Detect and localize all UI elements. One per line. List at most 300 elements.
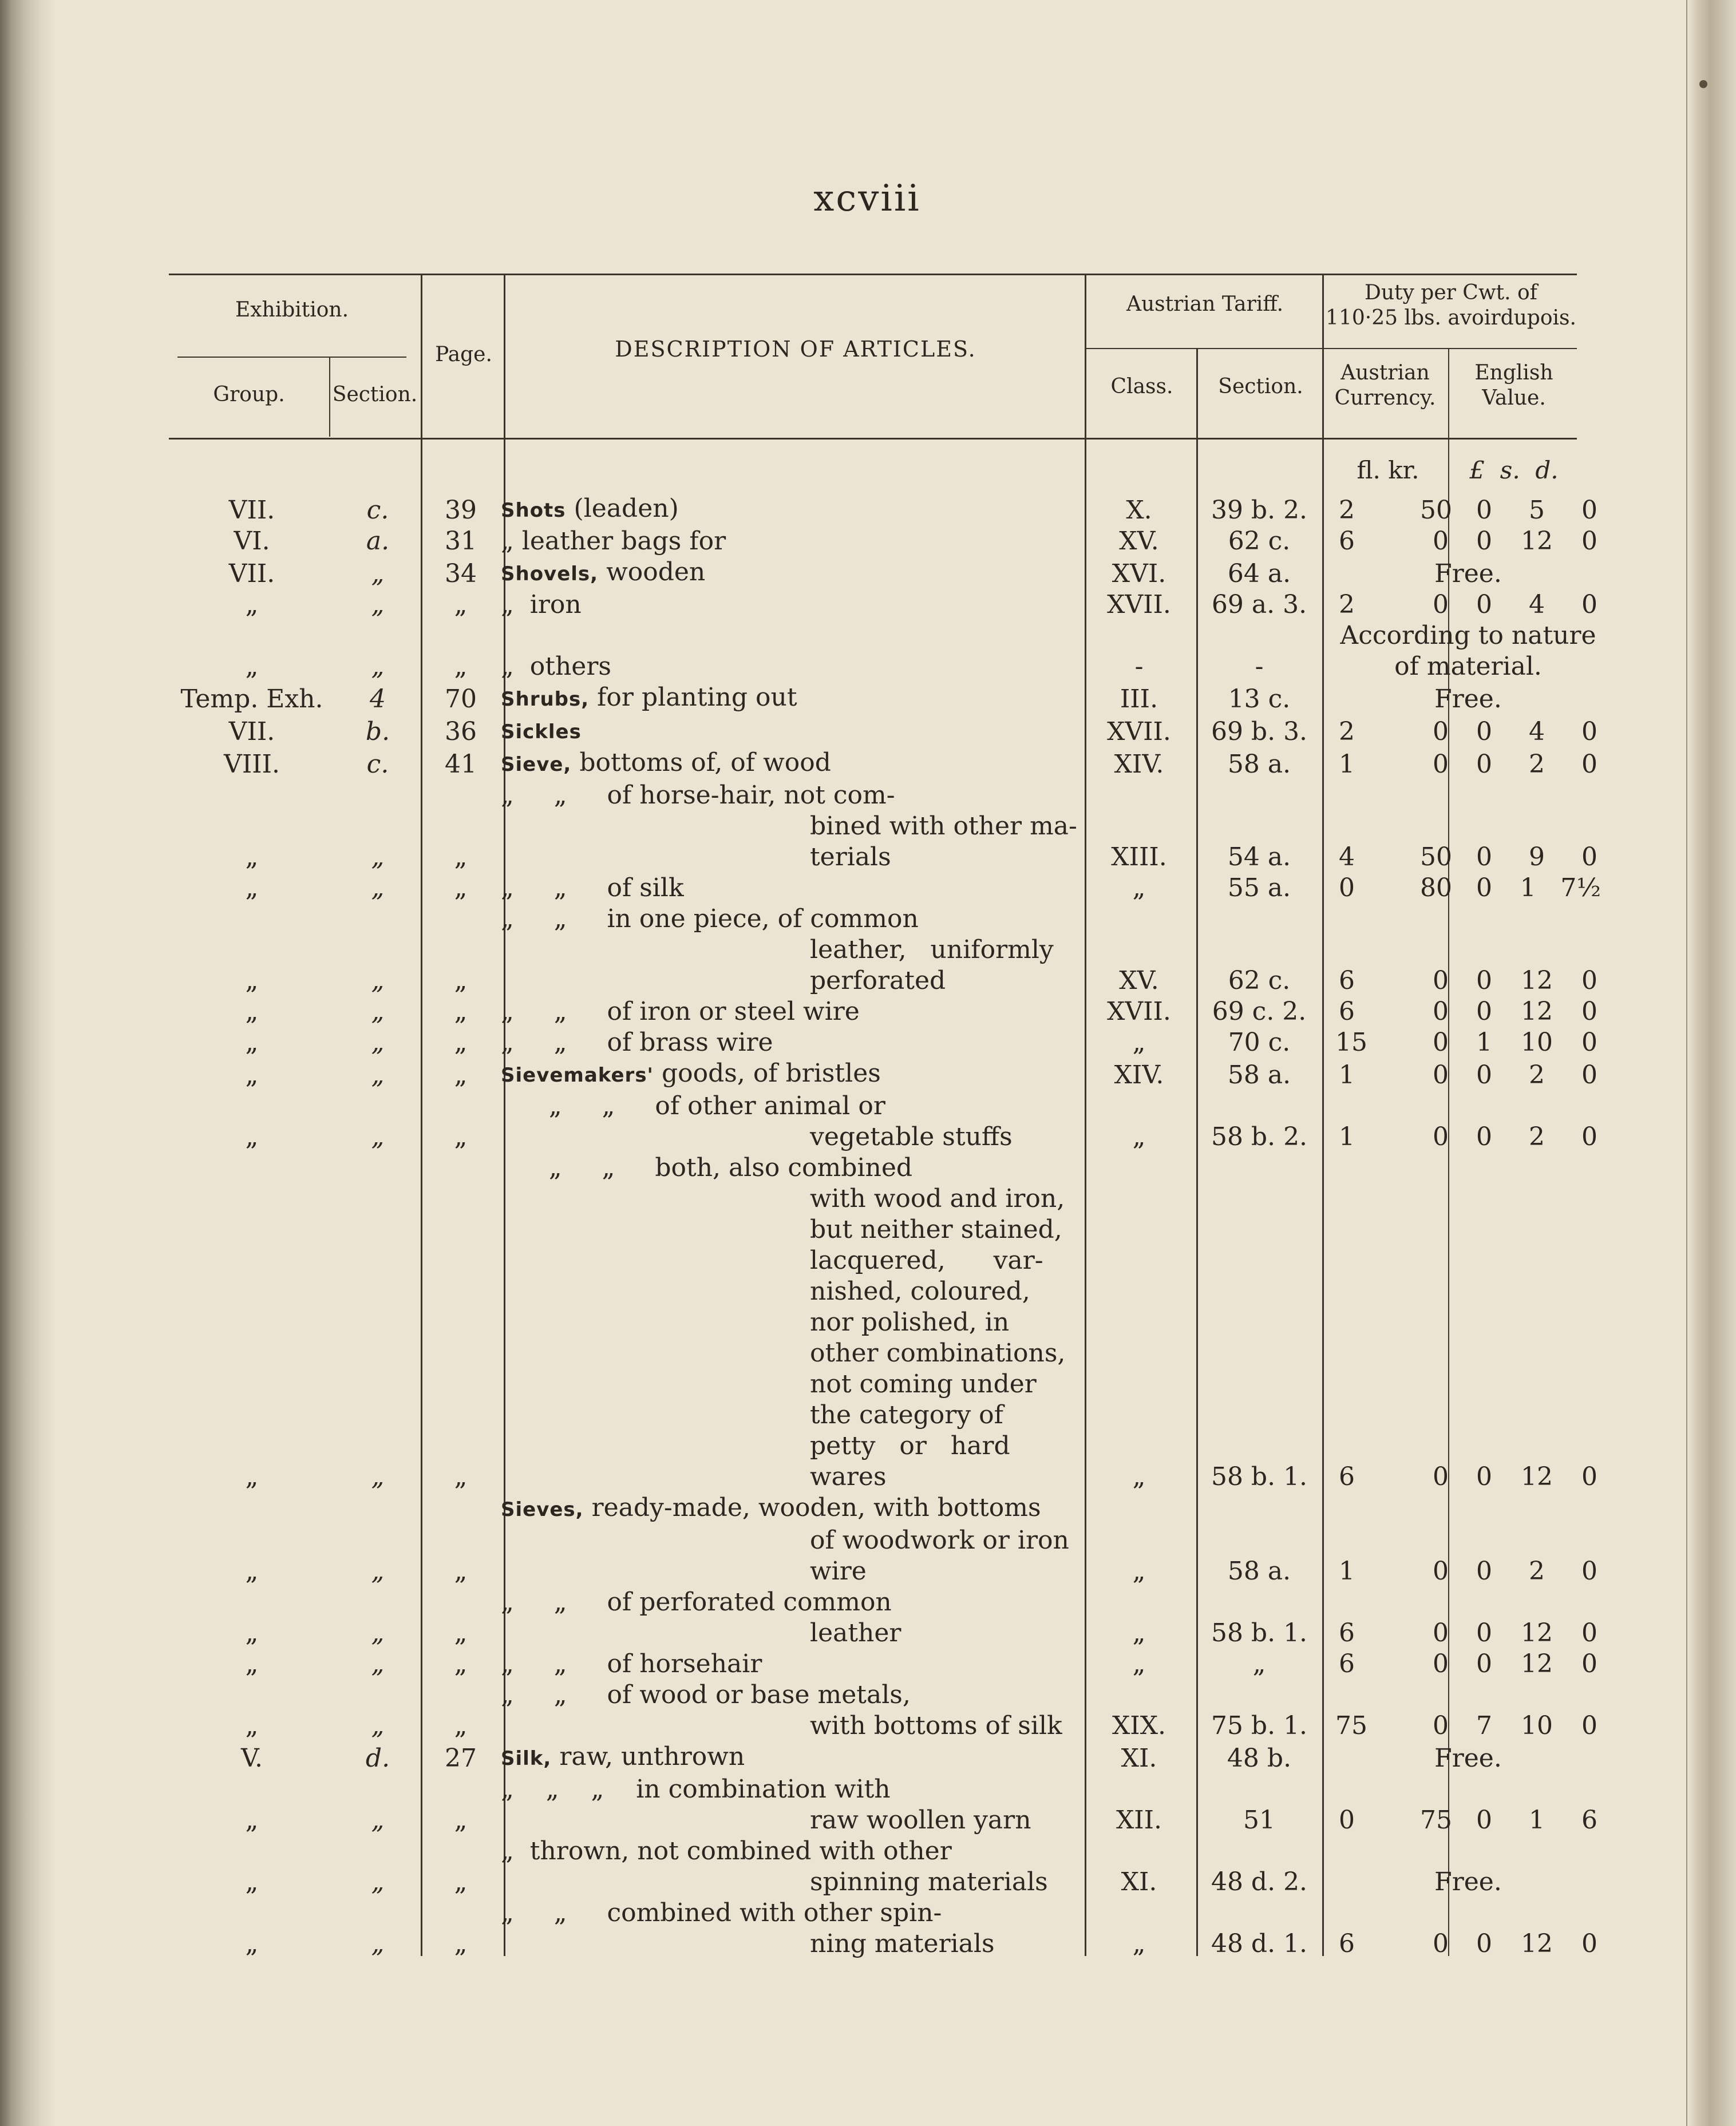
description-continuation: raw woollen yarn <box>810 1806 1031 1835</box>
page-cell: „ <box>454 1618 468 1648</box>
section-cell: a. <box>366 526 390 556</box>
group-cell: „ <box>245 997 259 1026</box>
header-section: Section. <box>332 383 418 406</box>
austrian-currency-cell <box>1325 589 1462 620</box>
header-austrian-currency: Austrian Currency. <box>1334 361 1436 410</box>
group-cell: „ <box>245 1618 259 1648</box>
english-value-cell <box>1462 715 1611 747</box>
page-cell: „ <box>454 1806 468 1835</box>
english-value-cell <box>1462 1898 1611 1959</box>
group-cell: „ <box>245 1711 259 1740</box>
pounds: 0 <box>1476 966 1492 995</box>
austrian-currency-cell <box>1325 1058 1462 1091</box>
article-description: goods, of bristles <box>653 1059 881 1088</box>
pounds: 0 <box>1476 842 1492 872</box>
tariff-class-cell: XVII. <box>1107 717 1171 746</box>
table-row <box>169 1898 1611 1959</box>
florins: 2 <box>1339 496 1355 525</box>
duty-note-cell: Free. <box>1434 1744 1502 1773</box>
description-cell <box>501 557 1085 589</box>
kreuzer: 0 <box>1433 997 1449 1026</box>
page-edge <box>1686 0 1736 2126</box>
table-row <box>169 1836 1611 1898</box>
section-cell: „ <box>371 966 385 995</box>
description-continuation: wire <box>810 1557 867 1586</box>
page-cell: „ <box>454 1028 468 1057</box>
tariff-section-cell: „ <box>1252 1649 1266 1678</box>
header-bottom-rule <box>169 438 1577 440</box>
table-row <box>169 904 1611 996</box>
section-cell: „ <box>371 873 385 902</box>
shillings: 4 <box>1529 590 1545 619</box>
table-row <box>169 1774 1611 1836</box>
description-continuation: nished, coloured, <box>810 1277 1030 1306</box>
description-cell <box>501 1680 1085 1741</box>
page-cell: 39 <box>445 496 477 525</box>
article-description: raw, unthrown <box>551 1742 745 1771</box>
english-value-cell <box>1462 1027 1611 1058</box>
tariff-section-cell: 75 b. 1. <box>1211 1711 1308 1740</box>
article-name: Sievemakers' <box>501 1064 654 1087</box>
shillings: 12 <box>1521 1649 1553 1678</box>
description-cell <box>501 1836 1085 1898</box>
shillings: 12 <box>1521 1929 1553 1958</box>
tariff-section-cell: 58 a. <box>1227 1557 1291 1586</box>
section-cell: „ <box>371 1060 385 1090</box>
group-cell: „ <box>245 1867 259 1897</box>
article-name: Shovels, <box>501 563 599 585</box>
tariff-section-cell: 54 a. <box>1227 842 1291 872</box>
pence: 0 <box>1581 717 1597 746</box>
description-cell <box>501 1587 1085 1649</box>
shillings: 4 <box>1529 717 1545 746</box>
table-row <box>169 526 1611 557</box>
description-continuation: with bottoms of silk <box>810 1711 1062 1740</box>
page-cell: „ <box>454 1867 468 1897</box>
units-austrian: fl. kr. <box>1357 456 1419 484</box>
florins: 1 <box>1339 1557 1355 1586</box>
group-cell: „ <box>245 1649 259 1678</box>
pence: 0 <box>1581 1557 1597 1586</box>
kreuzer: 0 <box>1433 590 1449 619</box>
pounds: 0 <box>1476 526 1492 556</box>
table-row <box>169 715 1611 747</box>
austrian-currency-cell <box>1325 526 1462 557</box>
english-value-cell <box>1462 996 1611 1027</box>
group-cell: VIII. <box>224 750 280 779</box>
article-description: „ „ of horse-hair, not com- <box>501 781 895 810</box>
page-cell: 41 <box>445 750 477 779</box>
pence: 0 <box>1581 997 1597 1026</box>
description-continuation: ning materials <box>810 1929 995 1958</box>
group-cell: „ <box>245 1806 259 1835</box>
pounds: 0 <box>1476 1618 1492 1648</box>
group-cell: VI. <box>234 526 270 556</box>
pounds: 0 <box>1476 1557 1492 1586</box>
pence: 6 <box>1581 1806 1597 1835</box>
austrian-currency-cell <box>1325 1027 1462 1058</box>
tariff-class-cell: XIV. <box>1114 750 1164 779</box>
pence: 0 <box>1581 1122 1597 1151</box>
table-row <box>169 1492 1611 1587</box>
header-exhibition: Exhibition. <box>235 298 349 322</box>
description-continuation: but neither stained, <box>810 1215 1062 1244</box>
description-cell <box>501 1774 1085 1836</box>
description-cell <box>501 780 1085 873</box>
florins: 2 <box>1339 590 1355 619</box>
shillings: 2 <box>1529 750 1545 779</box>
article-description: „ „ of other animal or <box>501 1091 885 1121</box>
english-value-cell <box>1462 1153 1611 1492</box>
table-row <box>169 1649 1611 1680</box>
group-cell: VII. <box>228 496 275 525</box>
page-cell: „ <box>454 652 468 681</box>
article-name: Sieve, <box>501 753 572 776</box>
group-cell: „ <box>245 1462 259 1491</box>
units-english: £ s. d. <box>1469 456 1559 484</box>
shillings: 12 <box>1521 526 1553 556</box>
section-cell: 4 <box>370 684 386 714</box>
section-cell: „ <box>371 1929 385 1958</box>
group-cell: „ <box>245 1929 259 1958</box>
description-continuation: other combinations, <box>810 1339 1066 1368</box>
austrian-currency-cell <box>1325 747 1462 780</box>
page-cell: 34 <box>445 559 477 588</box>
florins: 6 <box>1339 1929 1355 1958</box>
page-cell: „ <box>454 873 468 902</box>
tariff-section-cell: 69 c. 2. <box>1212 997 1307 1026</box>
austrian-currency-cell <box>1325 1091 1462 1153</box>
description-continuation: wares <box>810 1462 887 1491</box>
article-description: „ thrown, not combined with other <box>501 1836 952 1866</box>
header-tariff-class: Class. <box>1110 375 1173 398</box>
table-row <box>169 682 1611 715</box>
kreuzer: 0 <box>1433 1462 1449 1491</box>
kreuzer: 0 <box>1433 1028 1449 1057</box>
austrian-currency-cell <box>1325 873 1462 904</box>
english-value-cell <box>1462 904 1611 996</box>
florins: 6 <box>1339 997 1355 1026</box>
pounds: 0 <box>1476 590 1492 619</box>
table-row <box>169 1741 1611 1774</box>
tariff-class-cell: „ <box>1132 1618 1146 1648</box>
description-cell <box>501 904 1085 996</box>
description-continuation: with wood and iron, <box>810 1184 1065 1213</box>
group-cell: VII. <box>228 559 275 588</box>
page-cell: „ <box>454 966 468 995</box>
english-value-cell <box>1462 780 1611 873</box>
kreuzer: 80 <box>1420 873 1452 902</box>
english-value-cell <box>1462 873 1611 904</box>
header-duty: Duty per Cwt. of <box>1364 281 1537 304</box>
header-page: Page. <box>435 343 492 366</box>
pounds: 0 <box>1476 1122 1492 1151</box>
kreuzer: 0 <box>1433 1929 1449 1958</box>
shillings: 10 <box>1521 1711 1553 1740</box>
description-continuation: of woodwork or iron <box>810 1526 1069 1555</box>
shillings: 12 <box>1521 966 1553 995</box>
pence: 0 <box>1581 590 1597 619</box>
description-cell <box>501 1741 1085 1774</box>
table-row <box>169 557 1611 589</box>
table-row <box>169 589 1611 620</box>
article-description: „ „ of horsehair <box>501 1649 762 1678</box>
tariff-class-cell: XIX. <box>1112 1711 1166 1740</box>
duty-note-cell: Free. <box>1434 1867 1502 1897</box>
pounds: 0 <box>1476 1462 1492 1491</box>
header-tariff-section: Section. <box>1218 375 1303 398</box>
kreuzer: 0 <box>1433 1711 1449 1740</box>
article-description: ready-made, wooden, with bottoms <box>583 1493 1041 1522</box>
group-cell: „ <box>245 652 259 681</box>
table-row <box>169 747 1611 780</box>
section-cell: „ <box>371 1806 385 1835</box>
header-group: Group. <box>213 383 285 406</box>
tariff-class-cell: „ <box>1132 873 1146 902</box>
group-cell: „ <box>245 1122 259 1151</box>
group-cell: „ <box>245 1060 259 1090</box>
description-continuation: nor polished, in <box>810 1308 1010 1337</box>
article-description: „ „ of brass wire <box>501 1028 773 1057</box>
florins: 1 <box>1339 1060 1355 1090</box>
english-value-cell <box>1462 1587 1611 1649</box>
austrian-currency-cell <box>1325 715 1462 747</box>
shillings: 5 <box>1529 496 1545 525</box>
exhibition-sub-rule <box>177 357 406 358</box>
tariff-section-cell: 58 b. 2. <box>1211 1122 1308 1151</box>
tariff-class-cell: XVI. <box>1112 559 1166 588</box>
austrian-currency-cell <box>1325 996 1462 1027</box>
english-value-cell <box>1462 1649 1611 1680</box>
description-cell <box>501 526 1085 557</box>
article-name: Shrubs, <box>501 688 590 711</box>
tariff-section-cell: 62 c. <box>1228 526 1291 556</box>
header-english-value: English Value. <box>1474 361 1553 410</box>
group-cell: V. <box>240 1744 263 1773</box>
description-cell <box>501 1492 1085 1587</box>
article-name: Sickles <box>501 720 582 743</box>
austrian-currency-cell <box>1325 1153 1462 1492</box>
page-cell: „ <box>454 1060 468 1090</box>
tariff-sub-rule <box>1085 348 1577 349</box>
kreuzer: 50 <box>1420 842 1452 872</box>
table-row <box>169 873 1611 904</box>
description-continuation: leather, uniformly <box>810 935 1054 964</box>
page-cell: „ <box>454 1462 468 1491</box>
table-row <box>169 1587 1611 1649</box>
pounds: 0 <box>1476 873 1492 902</box>
page-cell: „ <box>454 590 468 619</box>
description-continuation: not coming under <box>810 1369 1037 1399</box>
page-number: xcviii <box>813 177 921 220</box>
article-description: „ others <box>501 652 611 681</box>
tariff-section-cell: - <box>1255 652 1264 681</box>
article-description: „ „ „ in combination with <box>501 1775 891 1804</box>
section-cell: d. <box>365 1744 390 1773</box>
pence: 0 <box>1581 1618 1597 1648</box>
article-description: (leaden) <box>566 494 679 523</box>
tariff-class-cell: „ <box>1132 1557 1146 1586</box>
table-row <box>169 1680 1611 1741</box>
tariff-class-cell: XIII. <box>1111 842 1167 872</box>
section-cell: „ <box>371 652 385 681</box>
description-cell <box>501 873 1085 904</box>
tariff-class-cell: XV. <box>1119 966 1159 995</box>
section-cell: „ <box>371 590 385 619</box>
table-body <box>169 493 1611 1959</box>
section-cell: „ <box>371 1028 385 1057</box>
tariff-class-cell: XII. <box>1116 1806 1162 1835</box>
kreuzer: 0 <box>1433 717 1449 746</box>
austrian-currency-cell <box>1325 1587 1462 1649</box>
group-cell: Temp. Exh. <box>180 684 323 714</box>
tariff-section-cell: 64 a. <box>1227 559 1291 588</box>
austrian-currency-cell <box>1325 1492 1462 1587</box>
article-description: „ „ of perforated common <box>501 1587 892 1617</box>
florins: 2 <box>1339 717 1355 746</box>
shillings: 2 <box>1529 1122 1545 1151</box>
pounds: 1 <box>1476 1028 1492 1057</box>
group-cell: „ <box>245 1028 259 1057</box>
pence: 0 <box>1581 1028 1597 1057</box>
article-description: „ „ in one piece, of common <box>501 904 919 933</box>
article-description: wooden <box>598 557 706 587</box>
section-cell: „ <box>371 1867 385 1897</box>
florins: 6 <box>1339 1462 1355 1491</box>
english-value-cell <box>1462 526 1611 557</box>
florins: 1 <box>1339 1122 1355 1151</box>
pounds: 0 <box>1476 1806 1492 1835</box>
group-cell: „ <box>245 873 259 902</box>
col-rule-group-section <box>329 357 330 437</box>
english-value-cell <box>1462 1058 1611 1091</box>
header-austrian-tariff: Austrian Tariff. <box>1126 292 1284 316</box>
article-description: „ „ of iron or steel wire <box>501 997 860 1026</box>
tariff-section-cell: 58 b. 1. <box>1211 1462 1308 1491</box>
page-cell: „ <box>454 842 468 872</box>
kreuzer: 0 <box>1433 750 1449 779</box>
section-cell: „ <box>371 1557 385 1586</box>
florins: 6 <box>1339 526 1355 556</box>
description-cell <box>501 1649 1085 1680</box>
section-cell: „ <box>371 559 385 588</box>
description-cell <box>501 1153 1085 1492</box>
section-cell: „ <box>371 1711 385 1740</box>
description-continuation: leather <box>810 1618 901 1648</box>
description-continuation: lacquered, var- <box>810 1246 1043 1275</box>
tariff-class-cell: XVII. <box>1107 997 1171 1026</box>
english-value-cell <box>1462 1492 1611 1587</box>
duty-note-cell: Free. <box>1434 684 1502 714</box>
pounds: 0 <box>1476 1929 1492 1958</box>
table-row <box>169 996 1611 1027</box>
table-row <box>169 1027 1611 1058</box>
shillings: 2 <box>1529 1557 1545 1586</box>
table-row <box>169 620 1611 682</box>
description-cell <box>501 1058 1085 1091</box>
article-name: Sieves, <box>501 1498 584 1521</box>
tariff-section-cell: 70 c. <box>1228 1028 1291 1057</box>
description-cell <box>501 493 1085 526</box>
tariff-class-cell: „ <box>1132 1649 1146 1678</box>
tariff-class-cell: XIV. <box>1114 1060 1164 1090</box>
tariff-section-cell: 13 c. <box>1228 684 1291 714</box>
tariff-section-cell: 48 d. 2. <box>1211 1867 1308 1897</box>
shillings: 1 <box>1520 873 1536 902</box>
austrian-currency-cell <box>1325 1680 1462 1741</box>
pence: 0 <box>1581 1462 1597 1491</box>
english-value-cell <box>1462 1091 1611 1153</box>
page-mark <box>1699 80 1707 88</box>
kreuzer: 50 <box>1420 496 1452 525</box>
kreuzer: 0 <box>1433 1557 1449 1586</box>
description-continuation: the category of <box>810 1400 1003 1430</box>
tariff-section-cell: 58 b. 1. <box>1211 1618 1308 1648</box>
tariff-section-cell: 55 a. <box>1227 873 1291 902</box>
florins: 4 <box>1339 842 1355 872</box>
florins: 6 <box>1339 966 1355 995</box>
pence: 0 <box>1581 526 1597 556</box>
tariff-section-cell: 51 <box>1243 1806 1275 1835</box>
shillings: 2 <box>1529 1060 1545 1090</box>
description-cell <box>501 1091 1085 1153</box>
description-continuation: spinning materials <box>810 1867 1048 1897</box>
kreuzer: 0 <box>1433 966 1449 995</box>
article-name: Silk, <box>501 1747 552 1770</box>
section-cell: c. <box>366 750 389 779</box>
pence: 0 <box>1581 966 1597 995</box>
pence: 0 <box>1581 1649 1597 1678</box>
description-continuation: perforated <box>810 966 946 995</box>
section-cell: „ <box>371 1122 385 1151</box>
group-cell: „ <box>245 590 259 619</box>
description-continuation: vegetable stuffs <box>810 1122 1013 1151</box>
page-cell: „ <box>454 1929 468 1958</box>
shillings: 12 <box>1521 997 1553 1026</box>
article-description: bottoms of, of wood <box>571 748 831 777</box>
table-row <box>169 1091 1611 1153</box>
shillings: 9 <box>1529 842 1545 872</box>
description-continuation: petty or hard <box>810 1431 1010 1460</box>
table-row <box>169 780 1611 873</box>
description-cell <box>501 589 1085 620</box>
article-description: „ leather bags for <box>501 526 726 556</box>
english-value-cell <box>1462 493 1611 526</box>
tariff-section-cell: 62 c. <box>1228 966 1291 995</box>
tariff-section-cell: 39 b. 2. <box>1211 496 1308 525</box>
kreuzer: 75 <box>1420 1806 1452 1835</box>
tariff-section-cell: 69 b. 3. <box>1211 717 1308 746</box>
group-cell: VII. <box>228 717 275 746</box>
tariff-section-cell: 48 b. <box>1227 1744 1292 1773</box>
pounds: 7 <box>1476 1711 1492 1740</box>
pence: 0 <box>1581 1929 1597 1958</box>
florins: 0 <box>1339 1806 1355 1835</box>
kreuzer: 0 <box>1433 1122 1449 1151</box>
description-cell <box>501 1898 1085 1959</box>
florins: 1 <box>1339 750 1355 779</box>
pounds: 0 <box>1476 1060 1492 1090</box>
section-cell: „ <box>371 1649 385 1678</box>
description-cell <box>501 682 1085 715</box>
kreuzer: 0 <box>1433 1060 1449 1090</box>
tariff-class-cell: „ <box>1132 1028 1146 1057</box>
tariff-section-cell: 58 a. <box>1227 750 1291 779</box>
group-cell: „ <box>245 1557 259 1586</box>
pounds: 0 <box>1476 750 1492 779</box>
page-cell: „ <box>454 997 468 1026</box>
description-cell <box>501 747 1085 780</box>
